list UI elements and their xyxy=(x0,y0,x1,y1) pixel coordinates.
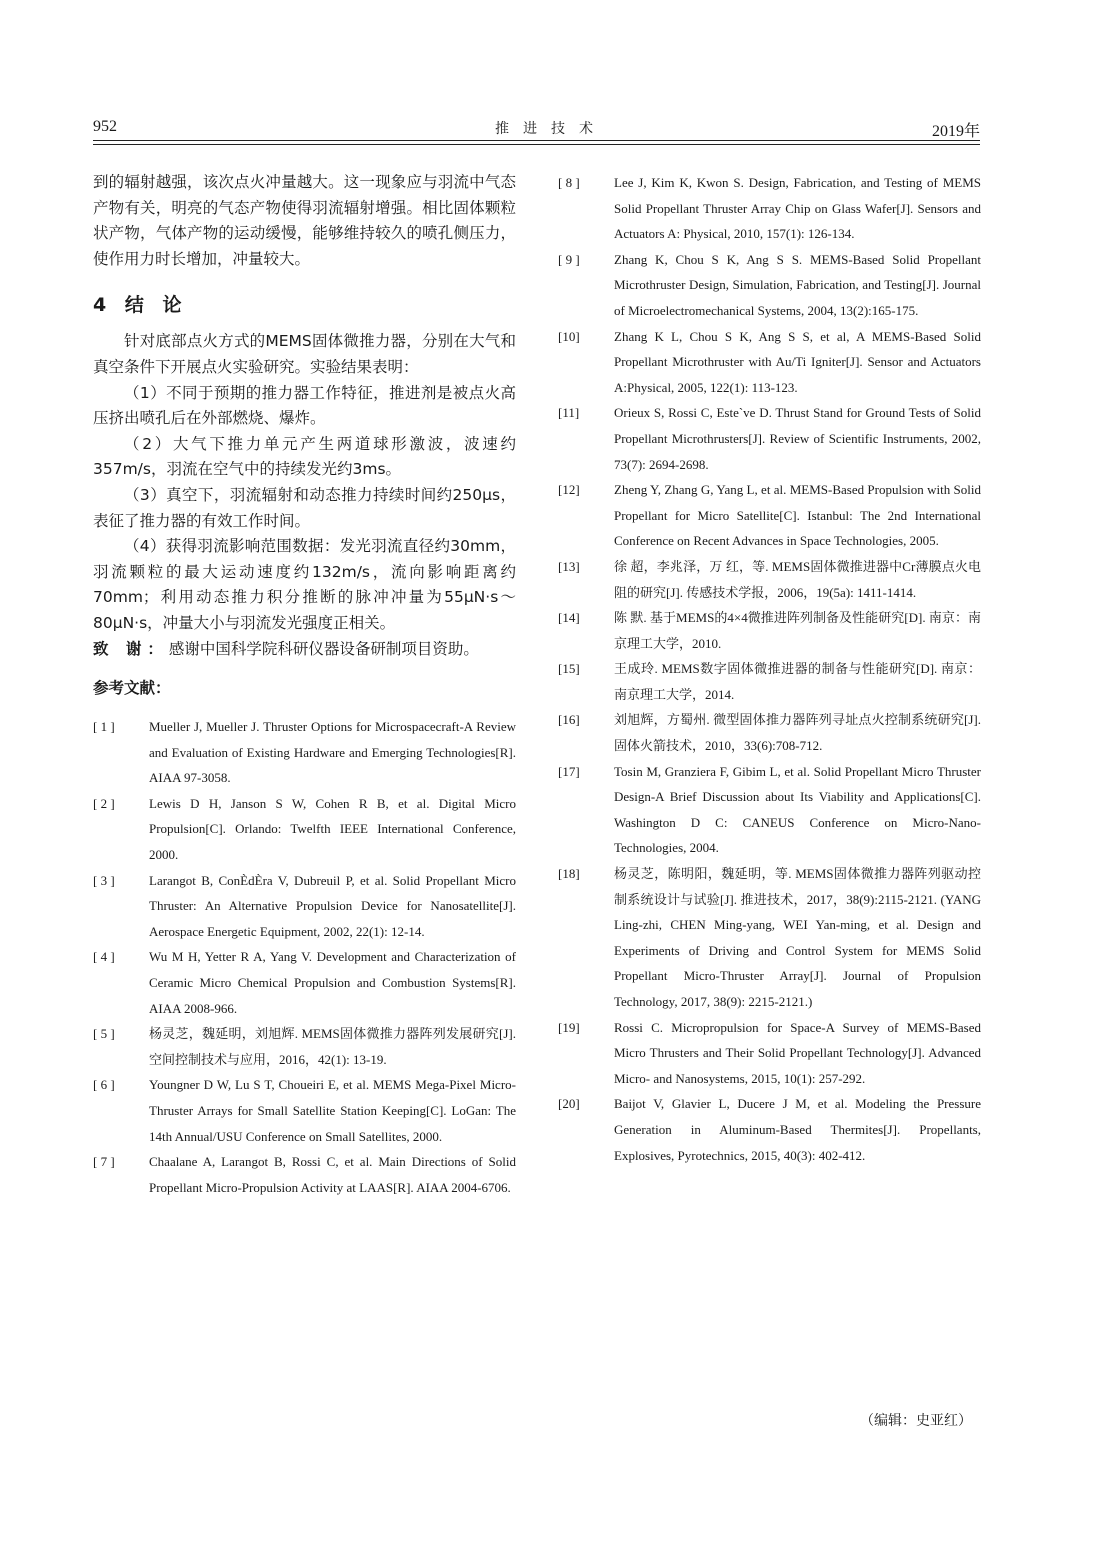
reference-number: [ 9 ] xyxy=(558,251,580,267)
reference-item xyxy=(558,324,981,401)
reference-text: 杨灵芝，陈明阳，魏延明，等. MEMS固体微推力器阵列驱动控制系统设计与试验[J]. 推进技术，2017，38(9):2115-2121. (YANG Ling-zhi, CHEN Ming-yang, WEI Yan-ming, et al. Design and Experiments of Driving and Control System for MEMS Solid Propellant Micro-Thruster Array[J]. Journal of Propulsion Technology, 2017, 38(9): 2215-2121.) xyxy=(614,866,981,1009)
reference-list-left xyxy=(93,714,516,1200)
reference-text: Orieux S, Rossi C, Este`ve D. Thrust Stand for Ground Tests of Solid Propellant Microthrusters[J]. Review of Scientific Instruments, 2002, 73(7): 2694-2698. xyxy=(614,405,981,472)
reference-item xyxy=(558,1091,981,1168)
reference-item xyxy=(93,944,516,1021)
reference-number: [11] xyxy=(558,405,580,421)
references-heading: 参考文献： xyxy=(93,679,171,698)
reference-number: [20] xyxy=(558,1096,580,1112)
reference-list-right xyxy=(558,170,981,1168)
reference-text: Wu M H, Yetter R A, Yang V. Development and Characterization of Ceramic Micro Chemical Propulsion and Combustion Systems[R]. AIAA 2008-966. xyxy=(149,949,516,1016)
conclusion-paragraph: 针对底部点火方式的MEMS固体微推力器，分别在大气和真空条件下开展点火实验研究。实验结果表明： xyxy=(93,332,516,376)
reference-text: Zheng Y, Zhang G, Yang L, et al. MEMS-Based Propulsion with Solid Propellant for Micro Satellite[C]. Istanbul: The 2nd International Conference on Recent Advances in Space Technologies, 2005. xyxy=(614,482,981,549)
reference-item xyxy=(558,759,981,861)
section-title: 4 结 论 xyxy=(93,294,188,317)
reference-item xyxy=(93,791,516,868)
reference-item xyxy=(558,605,981,656)
reference-number: [ 3 ] xyxy=(93,872,115,888)
reference-number: [16] xyxy=(558,712,580,728)
reference-text: 杨灵芝，魏延明，刘旭辉. MEMS固体微推力器阵列发展研究[J]. 空间控制技术与应用，2016，42(1): 13-19. xyxy=(149,1026,516,1067)
reference-item xyxy=(558,1015,981,1092)
reference-text: Larangot B, ConÈdÈra V, Dubreuil P, et al. Solid Propellant Micro Thruster: An Alternative Propulsion Device for Nanosatellite[J]. Aerospace Energetic Equipment, 2002, 22(1): 12-14. xyxy=(149,872,516,939)
header-rule xyxy=(93,140,980,141)
reference-text: Zhang K, Chou S K, Ang S S. MEMS-Based Solid Propellant Microthruster Design, Simulation, Fabrication, and Testing[J]. Journal of Microelectromechanical Systems, 2004, 13(2):165-175. xyxy=(614,251,981,318)
reference-number: [17] xyxy=(558,763,580,779)
header-rule-thick xyxy=(93,144,980,145)
intro-paragraph: 到的辐射越强，该次点火冲量越大。这一现象应与羽流中气态产物有关，明亮的气态产物使得羽流辐射增强。相比固体颗粒状产物，气体产物的运动缓慢，能够维持较久的喷孔侧压力，使作用力时长增加，冲量较大。 xyxy=(93,173,516,268)
acknowledgement-text: 感谢中国科学院科研仪器设备研制项目资助。 xyxy=(168,639,479,658)
reference-item xyxy=(558,400,981,477)
reference-number: [ 1 ] xyxy=(93,719,115,735)
reference-item xyxy=(558,656,981,707)
reference-item xyxy=(93,868,516,945)
reference-number: [10] xyxy=(558,328,580,344)
reference-item xyxy=(558,707,981,758)
reference-item xyxy=(93,1021,516,1072)
right-column xyxy=(558,170,981,1168)
journal-title: 推进技术 xyxy=(495,121,607,137)
reference-item xyxy=(558,170,981,247)
reference-number: [ 6 ] xyxy=(93,1077,115,1093)
reference-text: Chaalane A, Larangot B, Rossi C, et al. Main Directions of Solid Propellant Micro-Propulsion Activity at LAAS[R]. AIAA 2004-6706. xyxy=(149,1154,516,1195)
reference-item xyxy=(558,477,981,554)
reference-number: [15] xyxy=(558,661,580,677)
acknowledgement xyxy=(93,637,516,663)
reference-item xyxy=(93,1072,516,1149)
reference-text: 陈 默. 基于MEMS的4×4微推进阵列制备及性能研究[D]. 南京：南京理工大学，2010. xyxy=(614,610,981,651)
reference-text: Baijot V, Glavier L, Ducere J M, et al. Modeling the Pressure Generation in Aluminum-Based Thermites[J]. Propellants, Explosives, Pyrotechnics, 2015, 40(3): 402-412. xyxy=(614,1096,981,1163)
reference-number: [ 8 ] xyxy=(558,175,580,190)
reference-text: Lee J, Kim K, Kwon S. Design, Fabrication, and Testing of MEMS Solid Propellant Thruster Array Chip on Glass Wafer[J]. Sensors and Actuators A: Physical, 2010, 157(1): 126-134. xyxy=(614,175,981,242)
reference-number: [18] xyxy=(558,866,580,882)
reference-text: 徐 超，李兆泽，万 红，等. MEMS固体微推进器中Cr薄膜点火电阻的研究[J]. 传感技术学报，2006，19(5a): 1411-1414. xyxy=(614,558,981,600)
reference-item xyxy=(558,247,981,324)
conclusion-paragraph: （3）真空下，羽流辐射和动态推力持续时间约250μs，表征了推力器的有效工作时间。 xyxy=(93,485,516,530)
conclusion-paragraph: （1）不同于预期的推力器工作特征，推进剂是被点火高压挤出喷孔后在外部燃烧、爆炸。 xyxy=(93,383,516,428)
reference-number: [ 7 ] xyxy=(93,1154,115,1170)
reference-item xyxy=(558,554,981,605)
reference-text: Lewis D H, Janson S W, Cohen R B, et al. Digital Micro Propulsion[C]. Orlando: Twelfth IEEE International Conference, 2000. xyxy=(149,795,516,863)
reference-text: Mueller J, Mueller J. Thruster Options for Microspacecraft-A Review and Evaluation of Existing Hardware and Emerging Technologies[R]. AIAA 97-3058. xyxy=(149,719,516,786)
reference-number: [12] xyxy=(558,482,580,498)
conclusion-paragraph: （2）大气下推力单元产生两道球形激波，波速约357m/s，羽流在空气中的持续发光约3ms。 xyxy=(93,434,516,479)
reference-text: Zhang K L, Chou S K, Ang S S, et al, A MEMS-Based Solid Propellant Microthruster with Au/Ti Igniter[J]. Sensor and Actuators A:Physical, 2005, 122(1): 113-123. xyxy=(614,328,981,395)
reference-text: 王成玲. MEMS数字固体微推进器的制备与性能研究[D]. 南京：南京理工大学，2014. xyxy=(614,661,981,702)
reference-number: [13] xyxy=(558,558,580,574)
reference-number: [ 4 ] xyxy=(93,949,115,965)
page-number: 952 xyxy=(93,118,117,135)
reference-text: Tosin M, Granziera F, Gibim L, et al. Solid Propellant Micro Thruster Design-A Brief Discussion about Its Viability and Applications[C]. Washington D C: CANEUS Conference on Micro-Nano-Technologies, 2004. xyxy=(614,763,981,856)
reference-item xyxy=(93,1149,516,1200)
reference-item xyxy=(558,861,981,1015)
reference-number: [19] xyxy=(558,1019,580,1035)
reference-number: [ 2 ] xyxy=(93,795,115,811)
conclusion-paragraph: （4）获得羽流影响范围数据：发光羽流直径约30mm，羽流颗粒的最大运动速度约132m/s，流向影响距离约70mm；利用动态推力积分推断的脉冲冲量为55μN·s～80μN·s，冲量大小与羽流发光强度正相关。 xyxy=(93,537,516,632)
reference-number: [ 5 ] xyxy=(93,1026,115,1042)
editor-note: （编辑：史亚红） xyxy=(860,1413,972,1429)
reference-text: Youngner D W, Lu S T, Choueiri E, et al. MEMS Mega-Pixel Micro-Thruster Arrays for Small Satellite Station Keeping[C]. LoGan: The 14th Annual/USU Conference on Small Satellites, 2000. xyxy=(149,1077,516,1144)
journal-year: 2019年 xyxy=(931,123,980,140)
reference-item xyxy=(93,714,516,791)
reference-text: 刘旭辉，方蜀州. 微型固体推力器阵列寻址点火控制系统研究[J]. 固体火箭技术，2010，33(6):708-712. xyxy=(614,712,981,754)
reference-text: Rossi C. Micropropulsion for Space-A Survey of MEMS-Based Micro Thrusters and Their Solid Propellant Technology[J]. Advanced Micro- and Nanosystems, 2015, 10(1): 257-292. xyxy=(614,1019,981,1086)
left-column xyxy=(93,170,516,1200)
reference-number: [14] xyxy=(558,610,580,626)
acknowledgement-label: 致 谢： xyxy=(93,639,169,658)
